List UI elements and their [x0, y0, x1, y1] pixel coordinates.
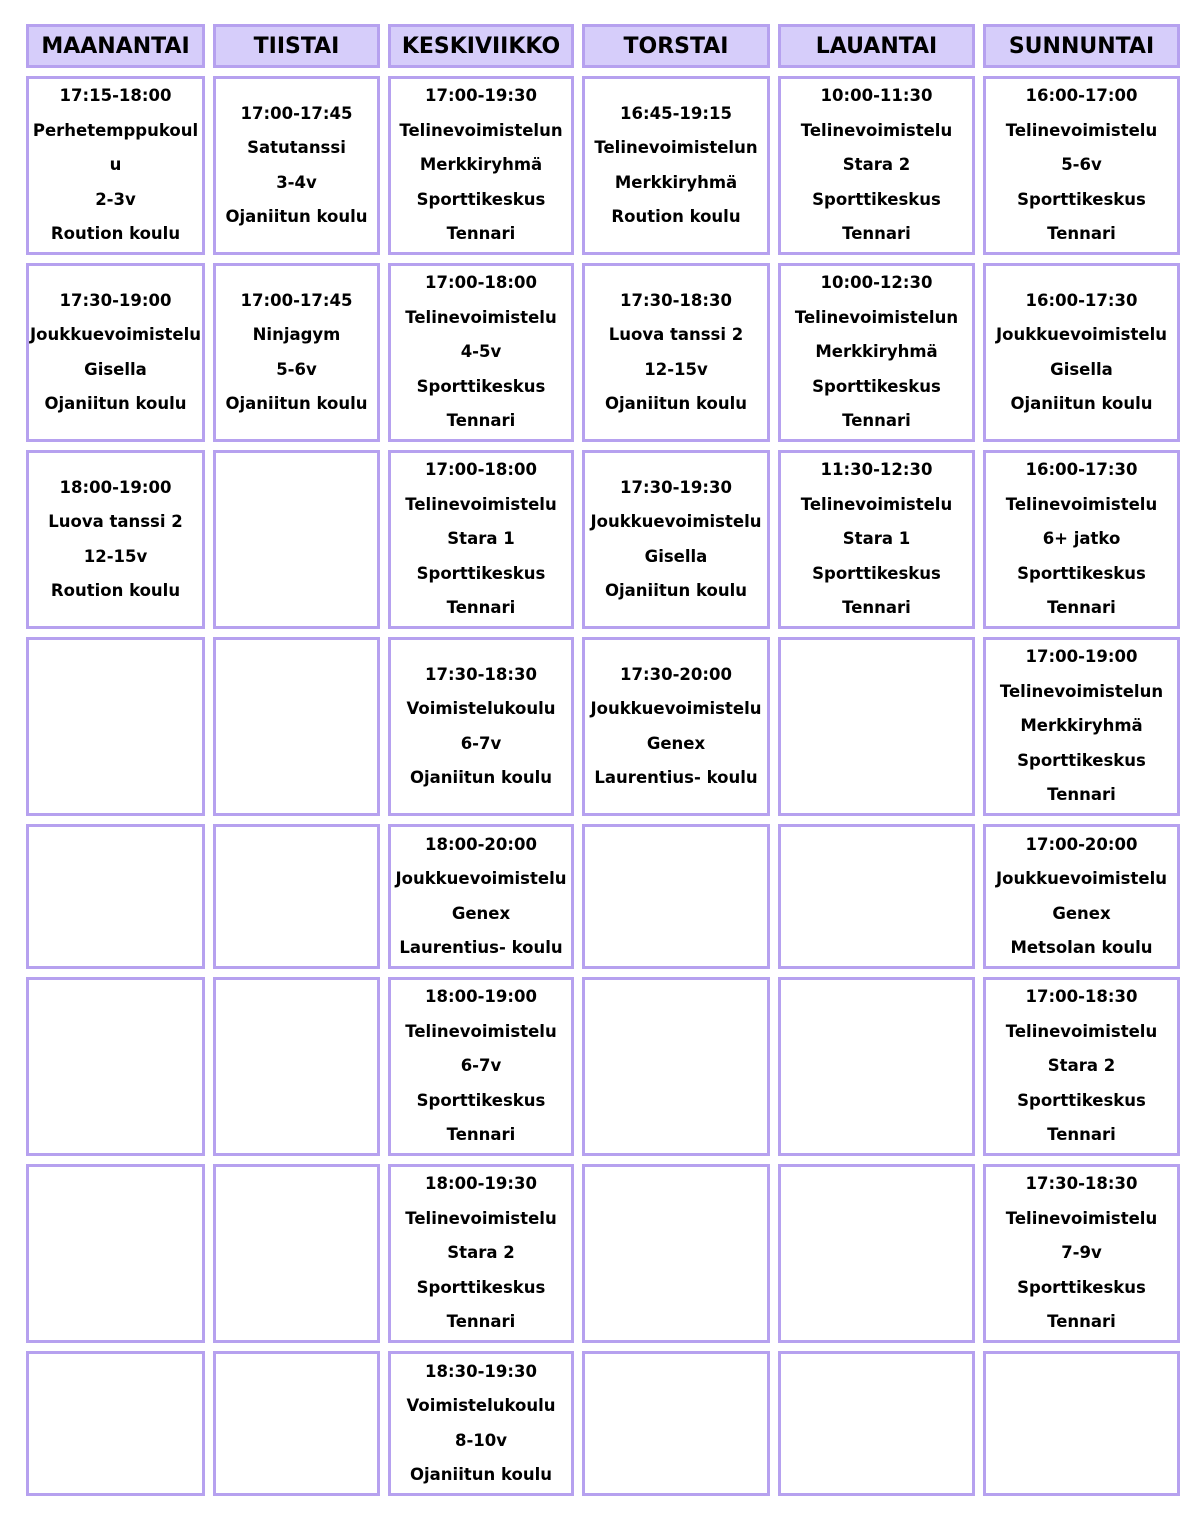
- entry-location: Sporttikeskus: [1017, 1090, 1146, 1110]
- entry-time: 16:00-17:00: [1025, 86, 1138, 106]
- schedule-entry: [983, 76, 1180, 255]
- entry-time: 18:00-19:00: [59, 477, 172, 497]
- entry-group: Stara 1: [447, 529, 515, 549]
- entry-group: 3-4v: [276, 172, 317, 192]
- entry-time: 16:00-17:30: [1025, 290, 1138, 310]
- entry-location: Roution koulu: [611, 207, 741, 226]
- entry-time: 17:30-20:00: [620, 664, 732, 684]
- empty-slot: [213, 824, 380, 969]
- entry-activity: Satutanssi: [247, 138, 346, 157]
- entry-location: Laurentius- koulu: [594, 768, 758, 787]
- entry-location-detail: Tennari: [1047, 1312, 1116, 1332]
- entry-activity: Telinevoimistelu: [405, 1208, 557, 1228]
- entry-group: 6+ jatko: [1042, 529, 1121, 549]
- empty-slot: [26, 1164, 205, 1343]
- entry-activity: Telinevoimistelun: [594, 138, 758, 157]
- entry-group: 5-6v: [276, 359, 317, 379]
- entry-activity: [33, 114, 198, 183]
- header-keskiviikko: KESKIVIIKKO: [388, 24, 574, 68]
- entry-time: 10:00-11:30: [820, 86, 933, 106]
- entry-location-detail: Tennari: [446, 411, 516, 431]
- entry-location-detail: Tennari: [842, 411, 911, 431]
- schedule-entry: [582, 263, 770, 442]
- schedule-entry: [388, 263, 574, 442]
- entry-activity-part: u: [109, 155, 122, 175]
- entry-location: Ojaniitun koulu: [604, 581, 747, 600]
- entry-group: Stara 2: [1047, 1056, 1116, 1076]
- entry-group: 4-5v: [460, 342, 502, 362]
- entry-location: Sporttikeskus: [416, 1277, 546, 1297]
- entry-group: Gisella: [84, 359, 147, 379]
- schedule-entry: [26, 76, 205, 255]
- entry-time: 18:30-19:30: [425, 1361, 537, 1381]
- entry-time: 11:30-12:30: [820, 460, 933, 480]
- entry-time: 17:00-20:00: [1025, 834, 1138, 854]
- entry-activity: Telinevoimistelu: [405, 494, 557, 514]
- entry-group: Gisella: [644, 546, 708, 566]
- entry-time: 17:30-18:30: [425, 664, 537, 684]
- entry-activity: Joukkuevoimistelu: [995, 869, 1167, 888]
- entry-location: Laurentius- koulu: [399, 938, 563, 957]
- schedule-entry: [388, 450, 574, 629]
- entry-group: 6-7v: [460, 1056, 502, 1076]
- empty-slot: [778, 1164, 975, 1343]
- entry-activity: Telinevoimistelu: [800, 494, 953, 514]
- entry-activity: Luova tanssi 2: [608, 325, 744, 344]
- entry-activity: Telinevoimistelu: [405, 1021, 557, 1041]
- header-tiistai: TIISTAI: [213, 24, 380, 68]
- empty-slot: [26, 1351, 205, 1496]
- schedule-entry: [778, 76, 975, 255]
- entry-group: 7-9v: [1061, 1243, 1102, 1263]
- schedule-entry: [26, 450, 205, 629]
- header-maanantai: MAANANTAI: [26, 24, 205, 68]
- entry-activity: Joukkuevoimistelu: [590, 512, 762, 531]
- entry-location-detail: Tennari: [842, 224, 911, 244]
- entry-time: 16:45-19:15: [620, 103, 732, 123]
- schedule-entry: [388, 637, 574, 816]
- entry-location: Sporttikeskus: [1017, 563, 1146, 583]
- empty-slot: [26, 977, 205, 1156]
- entry-time: 18:00-20:00: [425, 834, 537, 854]
- entry-time: 17:00-17:45: [240, 290, 353, 310]
- entry-group: 2-3v: [95, 189, 136, 209]
- entry-activity-part: Perhetemppukoul: [32, 120, 199, 140]
- entry-time: 17:00-18:00: [425, 273, 537, 293]
- schedule-entry: [213, 263, 380, 442]
- entry-time: 18:00-19:00: [425, 987, 537, 1007]
- entry-location-detail: Tennari: [1047, 785, 1116, 805]
- entry-group: 8-10v: [454, 1430, 508, 1450]
- schedule-entry: [983, 263, 1180, 442]
- entry-location: Sporttikeskus: [416, 563, 546, 583]
- entry-group: Genex: [1052, 903, 1111, 923]
- entry-location-detail: Tennari: [446, 224, 516, 244]
- entry-location: Sporttikeskus: [812, 189, 941, 209]
- entry-location: Ojaniitun koulu: [44, 394, 187, 413]
- schedule-entry: [388, 76, 574, 255]
- empty-slot: [213, 977, 380, 1156]
- empty-slot: [778, 637, 975, 816]
- entry-location: Ojaniitun koulu: [225, 394, 368, 413]
- entry-location: Sporttikeskus: [416, 1090, 546, 1110]
- empty-slot: [213, 450, 380, 629]
- empty-slot: [213, 1164, 380, 1343]
- header-lauantai: LAUANTAI: [778, 24, 975, 68]
- entry-location-detail: Tennari: [842, 598, 911, 618]
- entry-location-detail: Tennari: [1047, 1125, 1116, 1145]
- entry-time: 10:00-12:30: [820, 273, 933, 293]
- entry-group: Genex: [646, 733, 706, 753]
- empty-slot: [213, 1351, 380, 1496]
- empty-slot: [26, 637, 205, 816]
- empty-slot: [582, 824, 770, 969]
- entry-location-detail: Tennari: [446, 1125, 516, 1145]
- entry-location: Sporttikeskus: [1017, 189, 1146, 209]
- entry-time: 17:00-19:30: [425, 86, 537, 106]
- header-sunnuntai: SUNNUNTAI: [983, 24, 1180, 68]
- entry-activity: Telinevoimistelu: [800, 120, 953, 140]
- entry-activity: Luova tanssi 2: [48, 512, 183, 531]
- entry-location-detail: Tennari: [1047, 598, 1116, 618]
- entry-group: 5-6v: [1061, 155, 1102, 175]
- entry-group: Merkkiryhmä: [1020, 716, 1143, 736]
- schedule-entry: [582, 76, 770, 255]
- entry-group: Genex: [451, 903, 511, 923]
- entry-activity: Telinevoimistelu: [1005, 1208, 1158, 1228]
- entry-time: 16:00-17:30: [1025, 460, 1138, 480]
- entry-location-detail: Tennari: [1047, 224, 1116, 244]
- entry-group: 6-7v: [460, 733, 502, 753]
- schedule-entry: [778, 263, 975, 442]
- entry-activity: Telinevoimistelun: [999, 681, 1164, 701]
- entry-activity: Joukkuevoimistelu: [395, 869, 567, 888]
- entry-activity: Voimistelukoulu: [406, 699, 556, 718]
- entry-location: Metsolan koulu: [1010, 938, 1153, 957]
- empty-slot: [26, 824, 205, 969]
- empty-slot: [983, 1351, 1180, 1496]
- entry-activity: Telinevoimistelu: [405, 307, 557, 327]
- entry-location: Ojaniitun koulu: [1010, 394, 1153, 413]
- schedule-entry: [983, 450, 1180, 629]
- empty-slot: [582, 1164, 770, 1343]
- entry-location: Ojaniitun koulu: [604, 394, 747, 413]
- entry-location: Ojaniitun koulu: [409, 1465, 552, 1484]
- entry-time: 17:00-19:00: [1025, 647, 1138, 667]
- schedule-entry: [983, 824, 1180, 969]
- entry-location: Sporttikeskus: [812, 376, 941, 396]
- entry-location-detail: Tennari: [446, 1312, 516, 1332]
- entry-activity: Ninjagym: [252, 325, 341, 344]
- schedule-entry: [388, 1351, 574, 1496]
- schedule-entry: [778, 450, 975, 629]
- schedule-entry: [983, 977, 1180, 1156]
- entry-activity: Joukkuevoimistelu: [995, 325, 1167, 344]
- header-torstai: TORSTAI: [582, 24, 770, 68]
- empty-slot: [213, 637, 380, 816]
- entry-location: Roution koulu: [50, 581, 181, 600]
- schedule-entry: [26, 263, 205, 442]
- entry-time: 17:00-18:30: [1025, 987, 1138, 1007]
- entry-location: Sporttikeskus: [1017, 1277, 1146, 1297]
- schedule-entry: [983, 637, 1180, 816]
- entry-location: Sporttikeskus: [1017, 750, 1146, 770]
- entry-activity: Joukkuevoimistelu: [30, 325, 202, 344]
- entry-group: Stara 2: [447, 1243, 515, 1263]
- entry-location: Sporttikeskus: [416, 189, 546, 209]
- entry-group: Merkkiryhmä: [614, 172, 738, 192]
- entry-group: Merkkiryhmä: [419, 155, 543, 175]
- entry-location: Sporttikeskus: [812, 563, 941, 583]
- entry-location-detail: Tennari: [446, 598, 516, 618]
- entry-time: 18:00-19:30: [425, 1174, 537, 1194]
- entry-group: Stara 2: [842, 155, 911, 175]
- entry-activity: Telinevoimistelu: [1005, 1021, 1158, 1041]
- empty-slot: [778, 824, 975, 969]
- schedule-entry: [582, 450, 770, 629]
- empty-slot: [582, 1351, 770, 1496]
- entry-group: Stara 1: [842, 529, 911, 549]
- entry-time: 17:15-18:00: [59, 86, 172, 106]
- entry-time: 17:00-17:45: [240, 103, 353, 123]
- entry-location: Sporttikeskus: [416, 376, 546, 396]
- entry-activity: Joukkuevoimistelu: [590, 699, 762, 718]
- empty-slot: [582, 977, 770, 1156]
- schedule-entry: [983, 1164, 1180, 1343]
- entry-activity: Telinevoimistelun: [399, 120, 563, 140]
- entry-group: 12-15v: [644, 359, 708, 379]
- entry-activity: Voimistelukoulu: [406, 1396, 556, 1415]
- empty-slot: [778, 1351, 975, 1496]
- entry-time: 17:00-18:00: [425, 460, 537, 480]
- schedule-entry: [582, 637, 770, 816]
- schedule-entry: [388, 824, 574, 969]
- entry-group: Merkkiryhmä: [815, 342, 938, 362]
- entry-group: 12-15v: [83, 546, 148, 566]
- entry-time: 17:30-19:00: [59, 290, 172, 310]
- entry-activity: Telinevoimistelun: [794, 307, 959, 327]
- schedule-entry: [213, 76, 380, 255]
- entry-location: Ojaniitun koulu: [225, 207, 368, 226]
- schedule-entry: [388, 977, 574, 1156]
- schedule-entry: [388, 1164, 574, 1343]
- entry-group: Gisella: [1050, 359, 1113, 379]
- entry-time: 17:30-19:30: [620, 477, 732, 497]
- entry-location: Roution koulu: [50, 224, 181, 244]
- entry-time: 17:30-18:30: [620, 290, 732, 310]
- entry-activity: Telinevoimistelu: [1005, 494, 1158, 514]
- entry-time: 17:30-18:30: [1025, 1174, 1138, 1194]
- entry-activity: Telinevoimistelu: [1005, 120, 1158, 140]
- empty-slot: [778, 977, 975, 1156]
- entry-location: Ojaniitun koulu: [409, 768, 552, 787]
